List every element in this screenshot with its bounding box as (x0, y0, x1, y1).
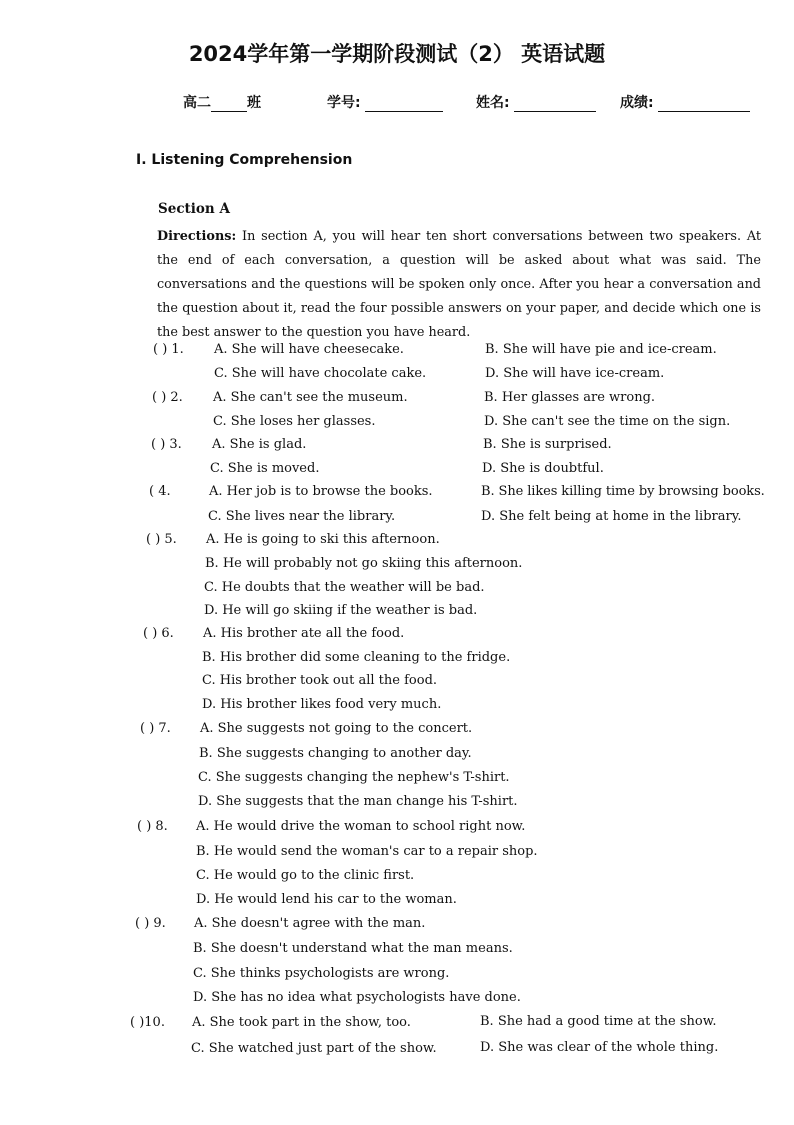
option-c: C. She will have chocolate cake. (214, 366, 427, 381)
class-field[interactable] (183, 92, 261, 112)
option-a: A. She is glad. (212, 437, 307, 452)
question-number: ( ) 2. (152, 390, 183, 405)
option-b: B. She had a good time at the show. (480, 1014, 717, 1029)
question-number: ( ) 9. (135, 916, 166, 931)
part-title: I. Listening Comprehension (136, 152, 353, 168)
score-label: 成绩: (620, 95, 654, 111)
student-no-blank[interactable] (365, 97, 443, 112)
question-number: ( ) 6. (143, 626, 174, 641)
option-d: D. She felt being at home in the library. (481, 509, 742, 524)
option-b: B. She will have pie and ice-cream. (485, 342, 717, 357)
question-number: ( )10. (130, 1015, 165, 1030)
section-title: Section A (158, 201, 230, 217)
option-a: A. She can't see the museum. (213, 390, 408, 405)
question-number: ( ) 3. (151, 437, 182, 452)
class-suffix-label: 班 (247, 95, 261, 111)
option-a: A. His brother ate all the food. (203, 626, 405, 641)
score-field[interactable] (620, 92, 750, 112)
option-d: D. She suggests that the man change his T-shirt. (198, 794, 518, 809)
question-number: ( ) 8. (137, 819, 168, 834)
question-number: ( ) 1. (153, 342, 184, 357)
directions-text: In section A, you will hear ten short conversations between two speakers. At the end of each conversation, a question will be asked about what was said. The conversations and the questions will be spoken only once. After you hear a conversation and the question about it, read the four possible answers on your paper, and decide which one is the best answer to the question you have heard. (157, 229, 761, 340)
score-blank[interactable] (658, 97, 750, 112)
option-b: B. Her glasses are wrong. (484, 390, 656, 405)
name-field[interactable] (476, 92, 596, 112)
option-c: C. He doubts that the weather will be bad. (204, 580, 485, 595)
option-d: D. She will have ice-cream. (485, 366, 665, 381)
option-d: D. His brother likes food very much. (202, 697, 442, 712)
option-c: C. She suggests changing the nephew's T-shirt. (198, 770, 510, 785)
option-b: B. He would send the woman's car to a repair shop. (196, 844, 538, 859)
question-number: ( ) 7. (140, 721, 171, 736)
option-d: D. She is doubtful. (482, 461, 604, 476)
option-b: B. She doesn't understand what the man means. (193, 941, 513, 956)
option-b: B. She suggests changing to another day. (199, 746, 472, 761)
option-c: C. She lives near the library. (208, 509, 396, 524)
question-number: ( 4. (149, 484, 171, 499)
option-c: C. His brother took out all the food. (202, 673, 438, 688)
student-no-label: 学号: (327, 95, 361, 111)
option-d: D. She has no idea what psychologists have done. (193, 990, 521, 1005)
option-c: C. She is moved. (210, 461, 320, 476)
option-c: C. She watched just part of the show. (191, 1041, 437, 1056)
option-b: B. She likes killing time by browsing books. (481, 484, 765, 499)
option-b: B. She is surprised. (483, 437, 612, 452)
option-b: B. His brother did some cleaning to the fridge. (202, 650, 511, 665)
option-c: C. He would go to the clinic first. (196, 868, 415, 883)
option-d: D. She can't see the time on the sign. (484, 414, 731, 429)
class-blank[interactable] (211, 97, 247, 112)
question-number: ( ) 5. (146, 532, 177, 547)
directions-label: Directions: (157, 229, 237, 244)
option-d: D. He would lend his car to the woman. (196, 892, 457, 907)
exam-title: 2024学年第一学期阶段测试（2） 英语试题 (188, 42, 606, 66)
class-prefix-label: 高二 (183, 95, 211, 111)
option-a: A. Her job is to browse the books. (209, 484, 433, 499)
option-a: A. She suggests not going to the concert. (200, 721, 473, 736)
name-blank[interactable] (514, 97, 596, 112)
option-a: A. She took part in the show, too. (192, 1015, 411, 1030)
student-no-field[interactable] (327, 92, 443, 112)
option-a: A. She doesn't agree with the man. (194, 916, 426, 931)
option-d: D. He will go skiing if the weather is bad. (204, 603, 478, 618)
option-d: D. She was clear of the whole thing. (480, 1040, 719, 1055)
option-a: A. He is going to ski this afternoon. (206, 532, 440, 547)
option-c: C. She thinks psychologists are wrong. (193, 966, 450, 981)
name-label: 姓名: (476, 95, 510, 111)
option-a: A. She will have cheesecake. (214, 342, 404, 357)
option-a: A. He would drive the woman to school right now. (196, 819, 526, 834)
directions-paragraph (157, 225, 761, 345)
option-b: B. He will probably not go skiing this afternoon. (205, 556, 523, 571)
option-c: C. She loses her glasses. (213, 414, 376, 429)
